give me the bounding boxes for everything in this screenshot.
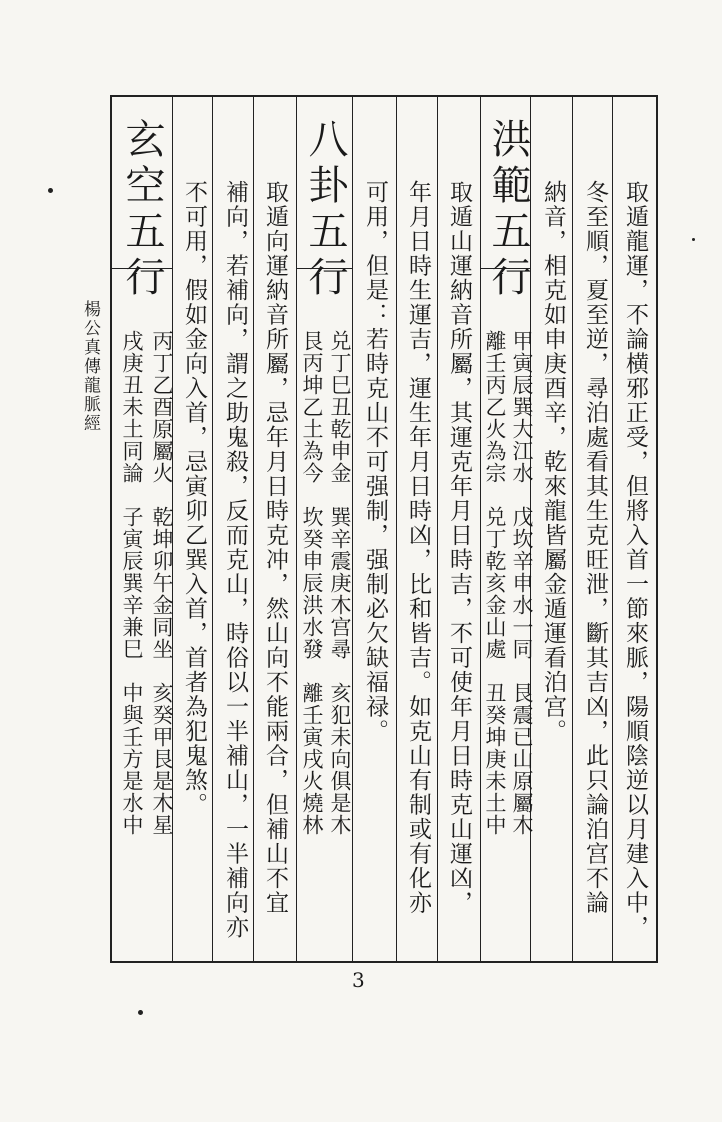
- verse-column: 甲寅辰巽大江水 戊坎辛申水一同 艮震已山原屬木: [510, 330, 534, 836]
- text-column: 納音，相克如申庚酉辛，乾來龍皆屬金遁運看泊宫。: [540, 180, 566, 744]
- column-rule: [437, 95, 438, 963]
- column-rule: [212, 95, 213, 963]
- book-title: 楊公真傳龍脈經: [80, 300, 100, 433]
- section-heading: 八卦五行: [302, 118, 348, 302]
- speck: [138, 1010, 143, 1015]
- section-heading: 玄空五行: [119, 118, 165, 302]
- column-rule: [572, 95, 573, 963]
- verse-column: 離壬丙乙火為宗 兑丁乾亥金山處 丑癸坤庚未土中: [483, 330, 507, 836]
- column-rule: [396, 95, 397, 963]
- text-column: 取遁向運納音所屬，忌年月日時克冲，然山向不能兩合，但補山不宜: [262, 180, 288, 915]
- text-column: 年月日時生運吉，運生年月日時凶，比和皆吉。如克山有制或有化亦: [405, 180, 431, 915]
- text-column: 取遁山運納音所屬，其運克年月日時吉，不可使年月日時克山運凶，: [446, 180, 472, 915]
- page-number: 3: [352, 968, 365, 992]
- text-column: 不可用，假如金向入首，忌寅卯乙巽入首，首者為犯鬼煞。: [181, 180, 207, 817]
- column-rule: [612, 95, 613, 963]
- text-column: 補向，若補向，謂之助鬼殺，反而克山，時俗以一半補山，一半補向亦: [222, 180, 248, 940]
- text-column: 可用，但是：若時克山不可强制，强制必欠缺福禄。: [362, 180, 388, 744]
- column-rule: [253, 95, 254, 963]
- text-column: 取遁龍運，不論横邪正受，但將入首一節來脈，陽順陰逆以月建入中，: [622, 180, 648, 940]
- section-heading: 洪範五行: [485, 118, 531, 302]
- speck: [48, 188, 53, 193]
- verse-column: 戌庚丑未土同論 子寅辰巽辛兼巳 中與壬方是水中: [120, 330, 144, 836]
- verse-column: 艮丙坤乙土為今 坎癸申辰洪水發 離壬寅戌火燒林: [300, 330, 324, 836]
- speck: [692, 238, 695, 241]
- column-rule: [296, 95, 297, 963]
- verse-column: 兑丁巳丑乾申金 巽辛震庚木宫尋 亥犯未向俱是木: [328, 330, 352, 836]
- text-column: 冬至順，夏至逆，尋泊處看其生克旺泄，斷其吉凶，此只論泊宫不論: [582, 180, 608, 915]
- verse-column: 丙丁乙酉原屬火 乾坤卯午金同坐 亥癸甲艮是木星: [150, 330, 174, 836]
